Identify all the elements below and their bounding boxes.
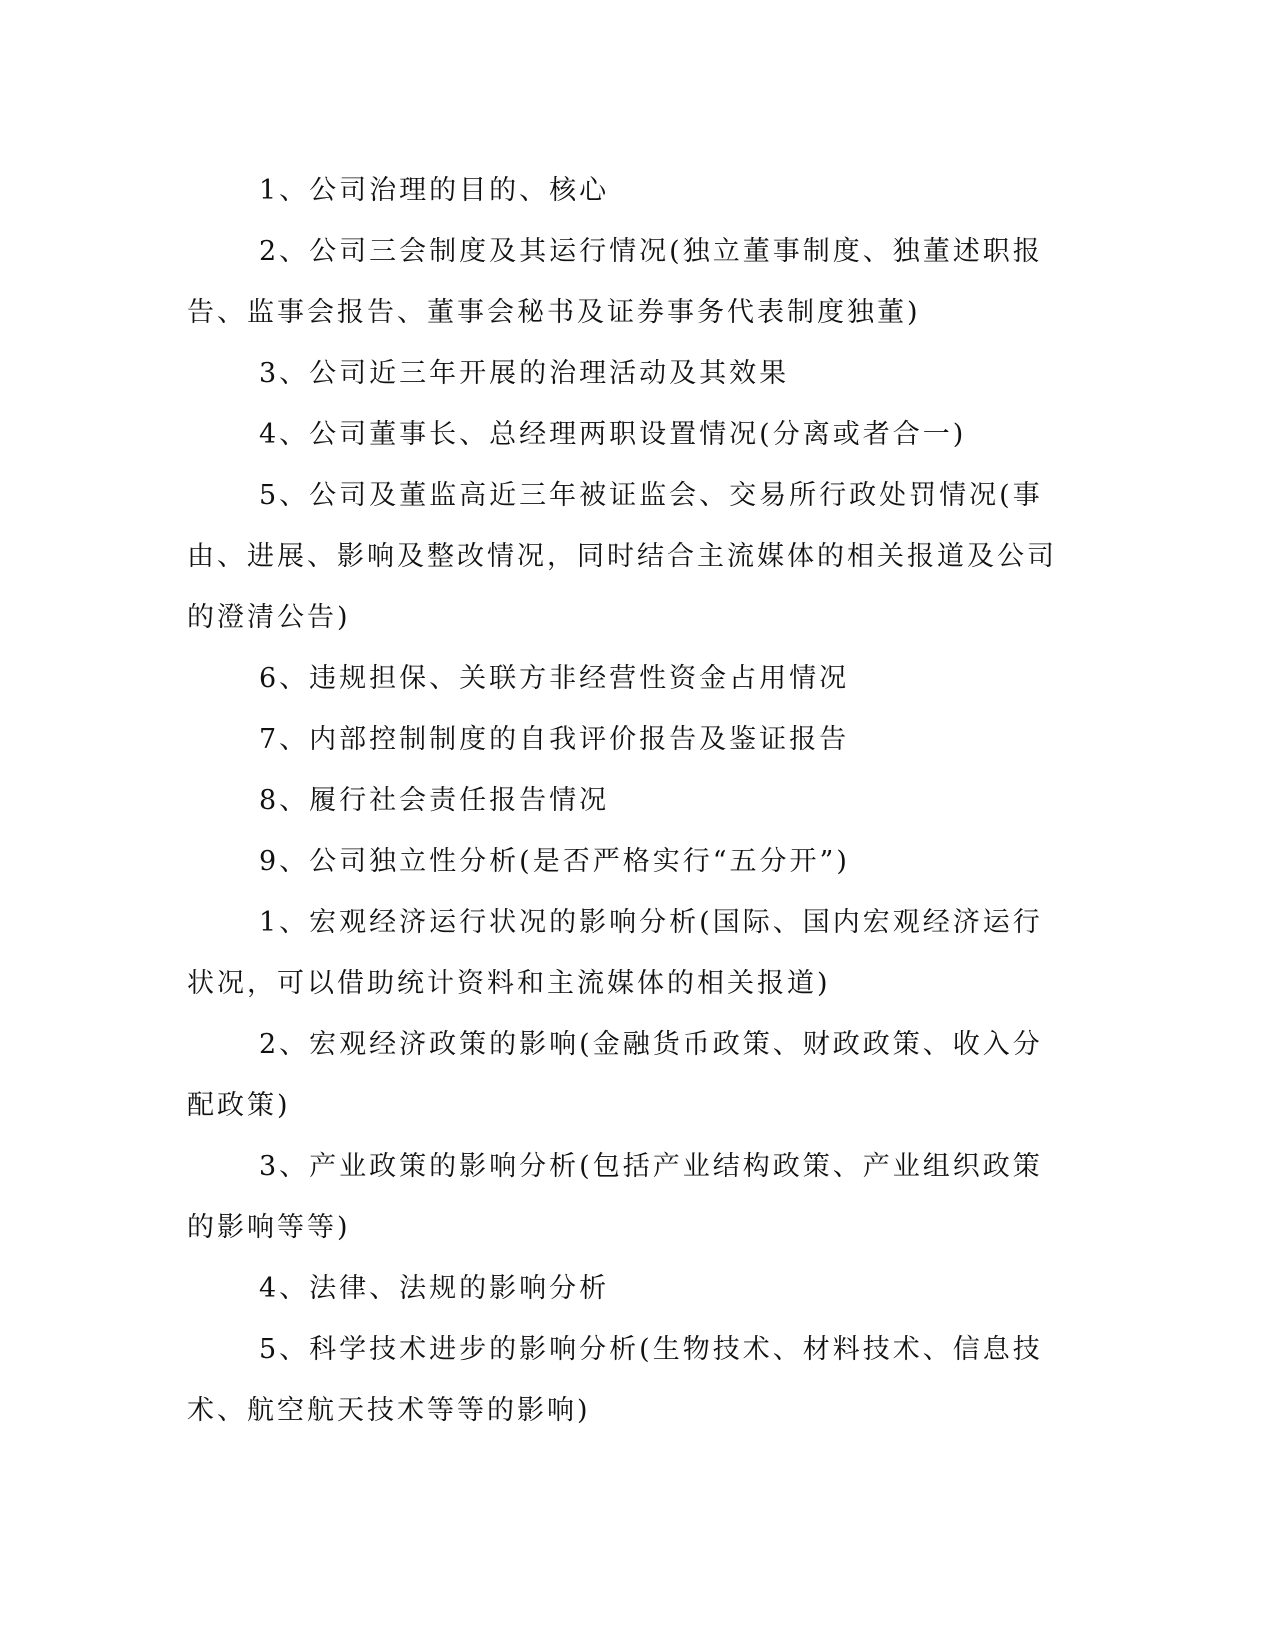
paragraph-governance-activities: 3、公司近三年开展的治理活动及其效果 (259, 358, 790, 389)
paragraph-industry-policy: 3、产业政策的影响分析(包括产业结构政策、产业组织政策的影响等等) (187, 1151, 1043, 1243)
paragraph-penalties: 5、公司及董监高近三年被证监会、交易所行政处罚情况(事由、进展、影响及整改情况，同时结合主流媒体的相关报道及公司的澄清公告) (187, 480, 1057, 633)
document-body (187, 160, 1067, 1441)
paragraph-independence-analysis: 9、公司独立性分析(是否严格实行“五分开”) (259, 846, 850, 877)
paragraph-macro-economy: 1、宏观经济运行状况的影响分析(国际、国内宏观经济运行状况，可以借助统计资料和主流媒体的相关报道) (187, 907, 1043, 999)
paragraph-laws-regulations: 4、法律、法规的影响分析 (259, 1273, 610, 1304)
paragraph-macro-policy: 2、宏观经济政策的影响(金融货币政策、财政政策、收入分配政策) (187, 1029, 1043, 1121)
paragraph-guarantees-fund-occupation: 6、违规担保、关联方非经营性资金占用情况 (259, 663, 850, 694)
paragraph-social-responsibility: 8、履行社会责任报告情况 (259, 785, 610, 816)
paragraph-governance-purpose: 1、公司治理的目的、核心 (259, 175, 610, 206)
paragraph-chairman-ceo-roles: 4、公司董事长、总经理两职设置情况(分离或者合一) (259, 419, 967, 450)
paragraph-three-boards-system: 2、公司三会制度及其运行情况(独立董事制度、独董述职报告、监事会报告、董事会秘书及证券事务代表制度独董) (187, 236, 1043, 328)
paragraph-internal-control-report: 7、内部控制制度的自我评价报告及鉴证报告 (259, 724, 850, 755)
paragraph-technology-progress: 5、科学技术进步的影响分析(生物技术、材料技术、信息技术、航空航天技术等等的影响) (187, 1334, 1043, 1426)
